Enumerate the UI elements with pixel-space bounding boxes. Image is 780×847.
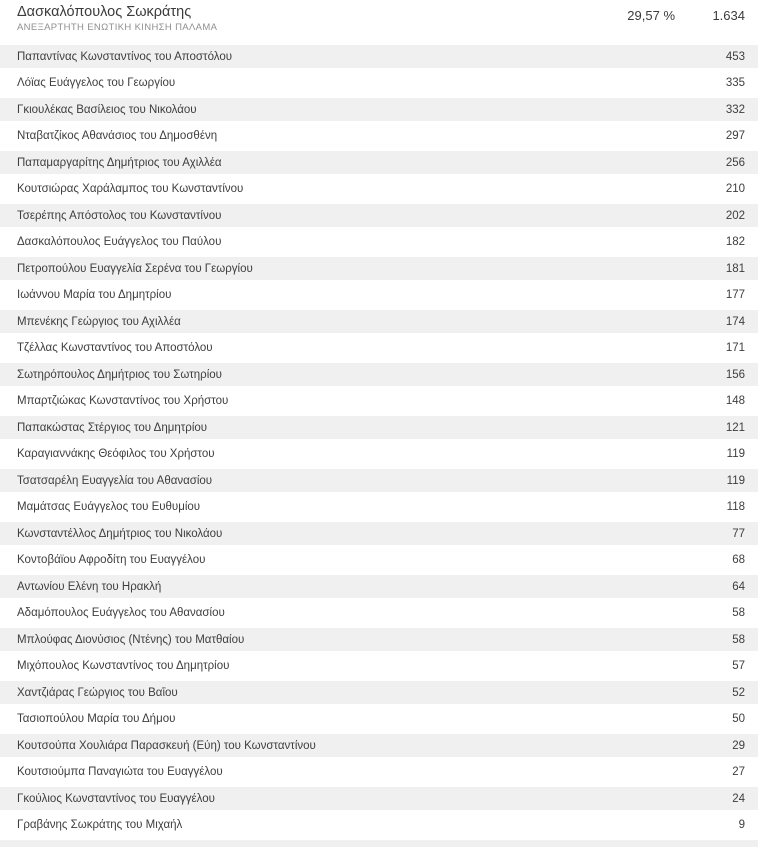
candidate-name: Τσερέπης Απόστολος του Κωνσταντίνου xyxy=(17,209,222,222)
candidate-name: Κουτσούπα Χουλιάρα Παρασκευή (Εύη) του Κωνσταντίνου xyxy=(17,739,316,752)
candidate-votes: 50 xyxy=(732,713,745,725)
candidate-votes: 27 xyxy=(732,766,745,778)
candidate-votes: 148 xyxy=(725,395,745,407)
candidate-votes: 210 xyxy=(725,183,745,195)
candidate-name: Τσατσαρέλη Ευαγγελία του Αθανασίου xyxy=(17,474,213,487)
candidate-name: Κουτσιούμπα Παναγιώτα του Ευαγγέλου xyxy=(17,766,223,778)
candidate-name: Σωτηρόπουλος Δημήτριος του Σωτηρίου xyxy=(17,368,222,381)
candidate-name: Νταβατζίκος Αθανάσιος του Δημοσθένη xyxy=(17,130,218,142)
table-row xyxy=(0,522,758,545)
candidate-votes: 29 xyxy=(732,739,745,752)
selected-candidate-name: Δασκαλόπουλος Σωκράτης xyxy=(17,4,192,20)
candidate-name: Παπαμαργαρίτης Δημήτριος του Αχιλλέα xyxy=(17,156,222,169)
candidate-votes: 181 xyxy=(725,262,745,275)
candidate-name: Γραβάνης Σωκράτης του Μιχαήλ xyxy=(17,819,183,831)
candidate-name: Παπακώστας Στέργιος του Δημητρίου xyxy=(17,421,208,434)
candidate-votes: 171 xyxy=(725,342,745,354)
candidate-votes: 119 xyxy=(726,448,745,460)
selected-candidate-party: ΑΝΕΞΑΡΤΗΤΗ ΕΝΩΤΙΚΗ ΚΙΝΗΣΗ ΠΑΛΑΜΑ xyxy=(17,22,218,33)
candidate-votes: 332 xyxy=(725,103,745,116)
table-row xyxy=(0,549,758,572)
table-row xyxy=(0,257,758,280)
candidate-votes: 174 xyxy=(725,315,745,328)
table-row xyxy=(0,98,758,121)
candidate-name: Καραγιαννάκης Θεόφιλος του Χρήστου xyxy=(17,448,215,460)
table-row xyxy=(0,204,758,227)
candidate-votes: 118 xyxy=(726,501,745,513)
candidate-votes: 52 xyxy=(732,686,745,699)
candidate-name: Δασκαλόπουλος Ευάγγελος του Παύλου xyxy=(17,236,222,248)
candidate-votes: 58 xyxy=(732,607,745,619)
table-row xyxy=(0,125,758,148)
table-row xyxy=(0,337,758,360)
candidate-votes: 77 xyxy=(732,527,745,540)
candidate-name: Παπαντίνας Κωνσταντίνος του Αποστόλου xyxy=(17,50,233,63)
table-row xyxy=(0,45,758,68)
candidate-votes: 119 xyxy=(726,474,745,487)
candidate-votes: 202 xyxy=(725,209,745,222)
table-row xyxy=(0,363,758,386)
candidate-name: Τασιοπούλου Μαρία του Δήμου xyxy=(17,713,176,725)
candidate-name: Αντωνίου Ελένη του Ηρακλή xyxy=(17,580,162,593)
candidate-name: Κοντοβάϊου Αφροδίτη του Ευαγγέλου xyxy=(17,554,206,566)
candidate-name: Τζέλλας Κωνσταντίνος του Αποστόλου xyxy=(17,342,213,354)
table-row xyxy=(0,575,758,598)
candidate-name: Κουτσιώρας Χαράλαμπος του Κωνσταντίνου xyxy=(17,183,244,195)
table-row xyxy=(0,72,758,95)
candidate-votes: 68 xyxy=(732,554,745,566)
candidate-name: Μιχόπουλος Κωνσταντίνος του Δημητρίου xyxy=(17,660,230,672)
candidate-results-list xyxy=(0,45,758,847)
candidate-votes: 177 xyxy=(725,289,745,301)
table-row xyxy=(0,151,758,174)
candidate-votes: 58 xyxy=(732,633,745,646)
candidate-name: Ιωάννου Μαρία του Δημητρίου xyxy=(17,289,172,301)
selected-candidate-percent: 29,57 % xyxy=(627,8,675,23)
candidate-votes: 57 xyxy=(732,660,745,672)
table-row xyxy=(0,496,758,519)
table-row xyxy=(0,602,758,625)
table-row xyxy=(0,761,758,784)
candidate-votes: 24 xyxy=(732,792,745,805)
candidate-name: Αδαμόπουλος Ευάγγελος του Αθανασίου xyxy=(17,607,225,619)
table-row xyxy=(0,787,758,810)
candidate-name: Γκούλιος Κωνσταντίνος του Ευαγγέλου xyxy=(17,792,215,805)
candidate-votes: 64 xyxy=(732,580,745,593)
candidate-votes: 9 xyxy=(738,819,745,831)
candidate-votes: 335 xyxy=(725,77,745,89)
candidate-votes: 182 xyxy=(725,236,745,248)
candidate-votes: 256 xyxy=(725,156,745,169)
table-row xyxy=(0,655,758,678)
table-row xyxy=(0,734,758,757)
candidate-name: Μπλούφας Διονύσιος (Ντένης) του Ματθαίου xyxy=(17,633,245,646)
candidate-votes: 453 xyxy=(725,50,745,63)
table-row xyxy=(0,390,758,413)
selected-candidate-votes: 1.634 xyxy=(712,8,745,23)
table-row xyxy=(0,469,758,492)
table-row xyxy=(0,416,758,439)
table-row xyxy=(0,178,758,201)
candidate-name: Κωνσταντέλλος Δημήτριος του Νικολάου xyxy=(17,527,223,540)
selected-candidate-header xyxy=(0,0,780,45)
table-row xyxy=(0,628,758,651)
candidate-name: Μαμάτσας Ευάγγελος του Ευθυμίου xyxy=(17,501,201,513)
table-row xyxy=(0,284,758,307)
candidate-name: Μπενέκης Γεώργιος του Αχιλλέα xyxy=(17,315,181,328)
candidate-name: Πετροπούλου Ευαγγελία Σερένα του Γεωργίου xyxy=(17,262,253,275)
candidate-name: Μπαρτζιώκας Κωνσταντίνος του Χρήστου xyxy=(17,395,229,407)
table-row xyxy=(0,708,758,731)
table-row-partial xyxy=(0,840,758,847)
candidate-votes: 297 xyxy=(725,130,745,142)
candidate-name: Λόϊας Ευάγγελος του Γεωργίου xyxy=(17,77,176,89)
candidate-votes: 121 xyxy=(725,421,745,434)
candidate-name: Γκιουλέκας Βασίλειος του Νικολάου xyxy=(17,103,197,116)
table-row xyxy=(0,310,758,333)
table-row xyxy=(0,681,758,704)
table-row xyxy=(0,814,758,837)
candidate-votes: 156 xyxy=(725,368,745,381)
table-row xyxy=(0,231,758,254)
candidate-name: Χαντζιάρας Γεώργιος του Βαΐου xyxy=(17,686,178,699)
table-row xyxy=(0,443,758,466)
